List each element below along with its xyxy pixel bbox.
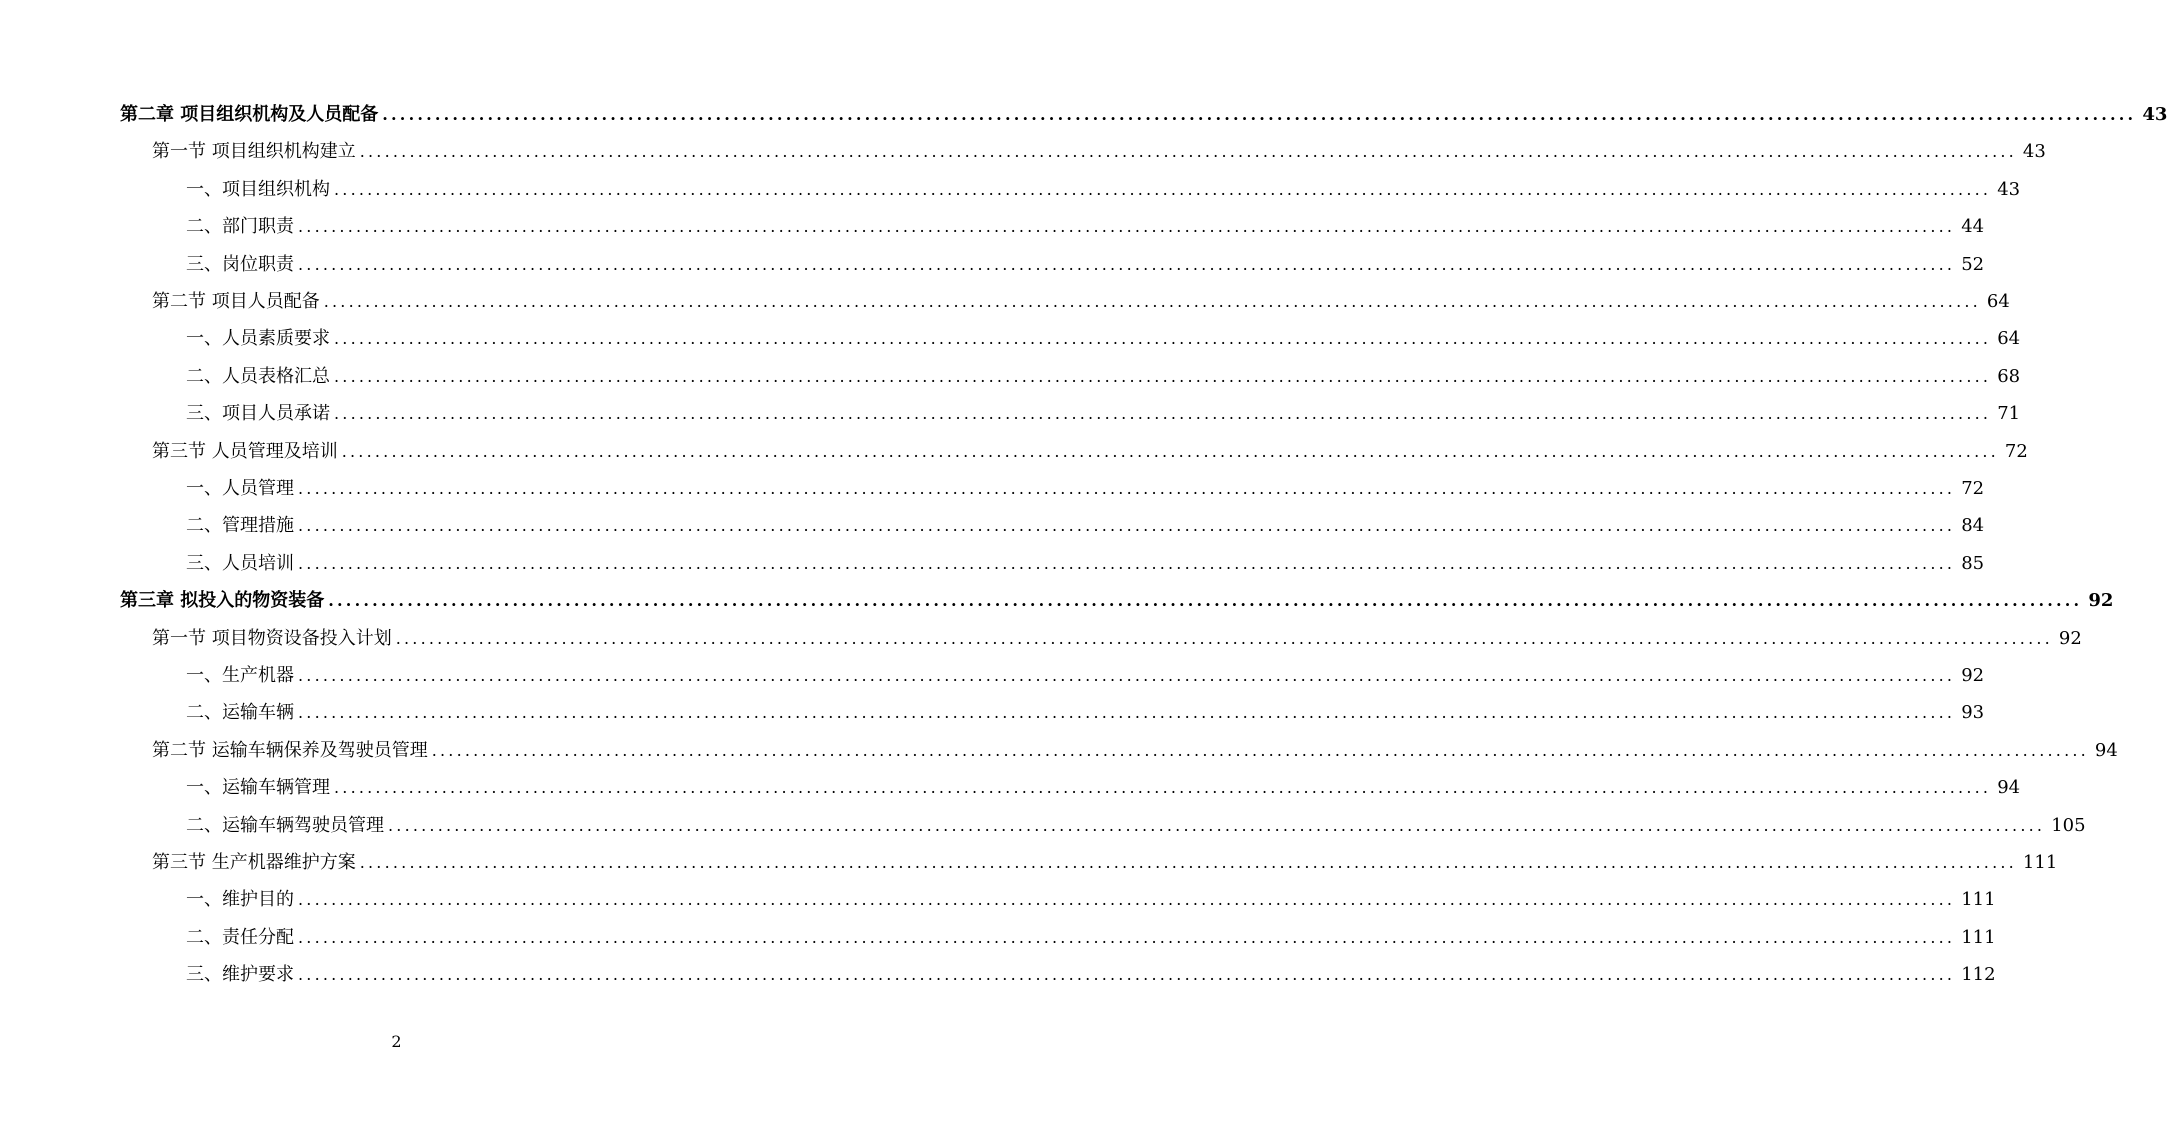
toc-entry-title: 第三章 拟投入的物资装备 [120, 590, 325, 612]
toc-entry-title: 一、运输车辆管理 [186, 777, 330, 799]
toc-dot-leader: ........................................................................................................................................................................................................ [359, 142, 2017, 162]
toc-section-entry[interactable] [152, 624, 2082, 654]
toc-dot-leader: ........................................................................................................................................................................................................ [334, 404, 1992, 424]
toc-entry-page: 111 [1961, 889, 1996, 911]
toc-entry-page: 93 [1961, 702, 1985, 724]
toc-dot-leader: ........................................................................................................................................................................................................ [388, 815, 2046, 835]
page-number: 2 [391, 1032, 402, 1051]
toc-entry-title: 第一节 项目物资设备投入计划 [152, 627, 392, 649]
toc-section-entry[interactable] [152, 287, 2010, 317]
toc-dot-leader: ........................................................................................................................................................................................................ [431, 740, 2089, 760]
toc-subsection-entry[interactable] [186, 698, 1985, 728]
toc-dot-leader: ........................................................................................................................................................................................................ [395, 628, 2053, 648]
toc-subsection-entry[interactable] [186, 324, 2021, 354]
toc-subsection-entry[interactable] [186, 960, 1996, 990]
toc-entry-page: 94 [1997, 777, 2021, 799]
toc-dot-leader: ........................................................................................................................................................................................................ [298, 553, 1956, 573]
toc-entry-page: 111 [2022, 852, 2058, 873]
toc-chapter-entry[interactable] [120, 586, 2114, 616]
toc-dot-leader: ........................................................................................................................................................................................................ [334, 179, 1992, 199]
toc-dot-leader: ........................................................................................................................................................................................................ [334, 366, 1992, 386]
toc-entry-page: 111 [1961, 926, 1996, 948]
toc-entry-title: 一、项目组织机构 [186, 178, 330, 200]
toc-entry-page: 72 [1961, 478, 1985, 499]
toc-dot-leader: ........................................................................................................................................................................................................ [298, 965, 1956, 985]
toc-entry-page: 52 [1961, 253, 1985, 275]
toc-subsection-entry[interactable] [186, 811, 2086, 841]
toc-entry-title: 三、项目人员承诺 [186, 403, 330, 425]
toc-entry-title: 第三节 人员管理及培训 [152, 440, 338, 462]
toc-entry-title: 三、维护要求 [186, 964, 294, 986]
toc-entry-title: 第三节 生产机器维护方案 [152, 852, 356, 873]
toc-subsection-entry[interactable] [186, 399, 2021, 429]
toc-entry-title: 三、人员培训 [186, 552, 294, 574]
toc-subsection-entry[interactable] [186, 250, 1985, 280]
toc-entry-page: 43 [1997, 178, 2021, 200]
toc-dot-leader: ........................................................................................................................................................................................................ [298, 217, 1956, 237]
toc-entry-page: 92 [2088, 590, 2114, 612]
toc-entry-page: 92 [1961, 665, 1985, 686]
toc-entry-title: 一、人员管理 [186, 478, 294, 499]
toc-entry-title: 三、岗位职责 [186, 253, 294, 275]
toc-section-entry[interactable] [152, 848, 2058, 878]
toc-subsection-entry[interactable] [186, 175, 2021, 205]
toc-entry-title: 一、维护目的 [186, 889, 294, 911]
toc-dot-leader: ........................................................................................................................................................................................................ [298, 479, 1956, 498]
toc-dot-leader: ........................................................................................................................................................................................................ [298, 254, 1956, 274]
toc-entry-page: 84 [1961, 515, 1985, 537]
toc-entry-page: 68 [1997, 365, 2021, 387]
toc-dot-leader: ........................................................................................................................................................................................................ [298, 927, 1956, 947]
toc-entry-title: 第二节 运输车辆保养及驾驶员管理 [152, 739, 428, 761]
toc-section-entry[interactable] [152, 736, 2118, 766]
toc-subsection-entry[interactable] [186, 549, 1985, 579]
toc-subsection-entry[interactable] [186, 362, 2021, 392]
toc-entry-title: 二、部门职责 [186, 216, 294, 238]
toc-entry-page: 43 [2142, 104, 2167, 125]
toc-dot-leader: ........................................................................................................................................................................................................ [298, 516, 1956, 536]
toc-subsection-entry[interactable] [186, 474, 1985, 504]
toc-entry-title: 二、责任分配 [186, 926, 294, 948]
toc-entry-page: 64 [1986, 291, 2010, 312]
toc-entry-page: 85 [1961, 552, 1985, 574]
toc-subsection-entry[interactable] [186, 923, 1996, 953]
toc-entry-page: 105 [2051, 814, 2086, 836]
toc-entry-page: 72 [2004, 440, 2028, 462]
toc-subsection-entry[interactable] [186, 511, 1985, 541]
toc-entry-page: 64 [1997, 328, 2021, 350]
toc-section-entry[interactable] [152, 437, 2028, 467]
toc-entry-title: 一、生产机器 [186, 665, 294, 686]
toc-dot-leader: ........................................................................................................................................................................................................ [328, 591, 2083, 611]
toc-entry-title: 第一节 项目组织机构建立 [152, 141, 356, 163]
toc-dot-leader: ........................................................................................................................................................................................................ [298, 666, 1956, 685]
toc-entry-page: 44 [1961, 216, 1985, 238]
toc-entry-title: 第二节 项目人员配备 [152, 291, 320, 312]
toc-section-entry[interactable] [152, 137, 2046, 167]
toc-dot-leader: ........................................................................................................................................................................................................ [359, 853, 2017, 872]
toc-subsection-entry[interactable] [186, 661, 1985, 691]
toc-dot-leader: ........................................................................................................................................................................................................ [334, 778, 1992, 798]
toc-dot-leader: ........................................................................................................................................................................................................ [298, 703, 1956, 723]
toc-dot-leader: ........................................................................................................................................................................................................ [298, 890, 1956, 910]
toc-entry-title: 二、人员表格汇总 [186, 365, 330, 387]
toc-entry-page: 92 [2058, 627, 2082, 649]
toc-subsection-entry[interactable] [186, 773, 2021, 803]
toc-subsection-entry[interactable] [186, 885, 1996, 915]
toc-entry-title: 二、运输车辆 [186, 702, 294, 724]
toc-entry-page: 71 [1997, 403, 2021, 425]
toc-entry-title: 二、运输车辆驾驶员管理 [186, 814, 384, 836]
toc-dot-leader: ........................................................................................................................................................................................................ [334, 329, 1992, 349]
toc-entry-page: 112 [1961, 964, 1996, 986]
toc-dot-leader: ........................................................................................................................................................................................................ [341, 441, 1999, 461]
toc-entry-title: 一、人员素质要求 [186, 328, 330, 350]
toc-dot-leader: ........................................................................................................................................................................................................ [323, 292, 1981, 311]
toc-entry-title: 二、管理措施 [186, 515, 294, 537]
toc-chapter-entry[interactable] [120, 100, 2167, 130]
toc-entry-page: 43 [2022, 141, 2046, 163]
toc-subsection-entry[interactable] [186, 212, 1985, 242]
toc-dot-leader: ........................................................................................................................................................................................................ [382, 105, 2137, 124]
toc-entry-title: 第二章 项目组织机构及人员配备 [120, 104, 379, 125]
toc-entry-page: 94 [2094, 739, 2118, 761]
